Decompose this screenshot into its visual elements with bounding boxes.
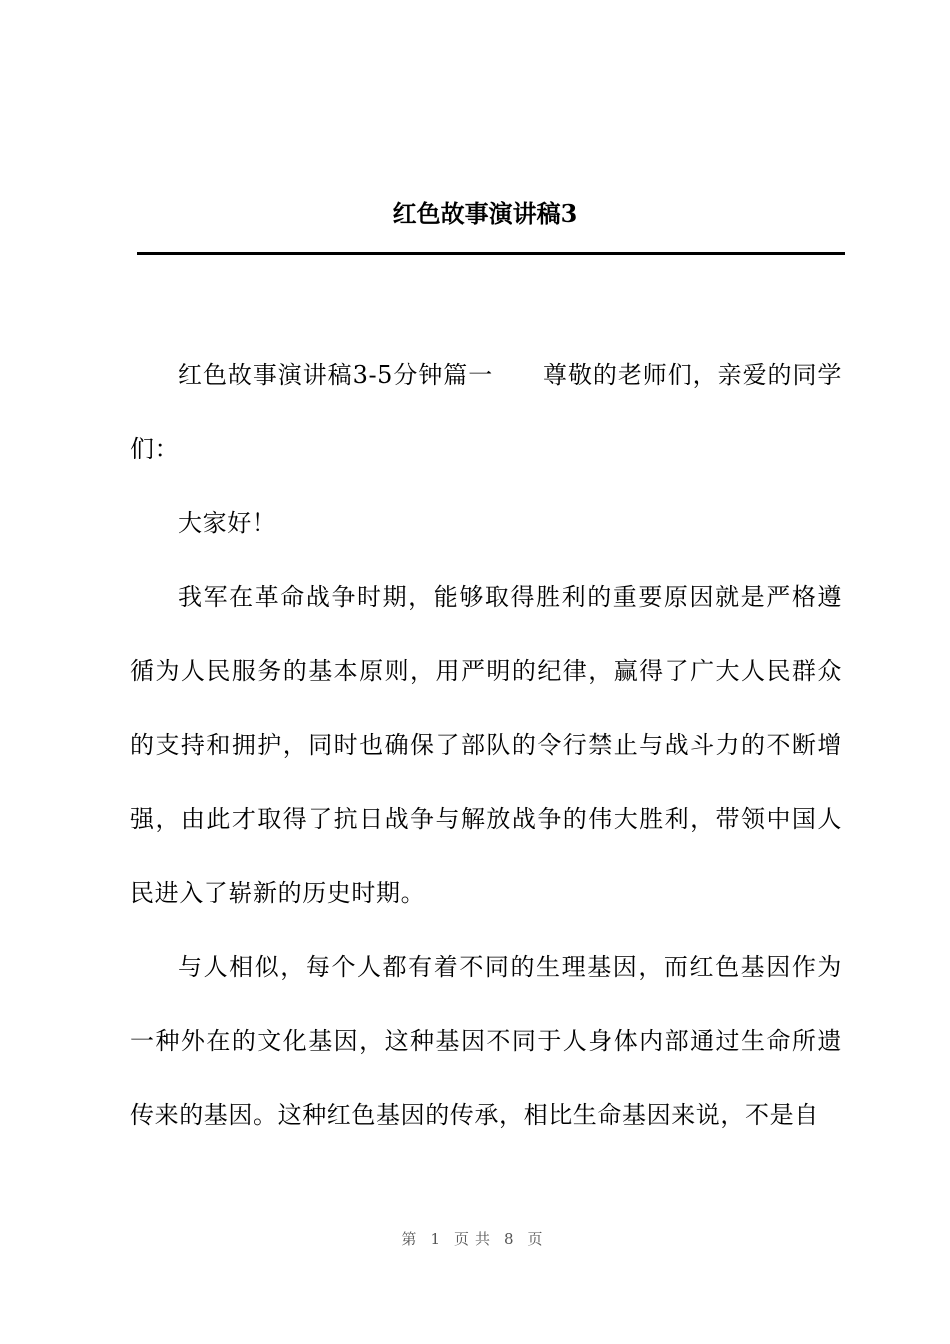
paragraph-1: 红色故事演讲稿3-5分钟篇一 尊敬的老师们，亲爱的同学们： (130, 361, 842, 463)
paragraph-2: 大家好！ (178, 509, 277, 537)
page-footer (0, 1228, 950, 1249)
footer-middle: 页共 (453, 1230, 496, 1248)
paragraph-3: 我军在革命战争时期，能够取得胜利的重要原因就是严格遵循为人民服务的基本原则，用严明的纪律，赢得了广大人民群众的支持和拥护，同时也确保了部队的令行禁止与战斗力的不断增强，由此才取得了抗日战争与解放战争的伟大胜利，带领中国人民进入了崭新的历史时期。 (130, 583, 842, 907)
title-underline (137, 252, 845, 255)
footer-current-page: 1 (430, 1230, 446, 1248)
document-title: 红色故事演讲稿3 (392, 199, 578, 228)
footer-total-pages: 8 (504, 1230, 520, 1248)
footer-prefix: 第 (401, 1230, 423, 1248)
paragraph-4: 与人相似，每个人都有着不同的生理基因，而红色基因作为一种外在的文化基因，这种基因不同于人身体内部通过生命所遗传来的基因。这种红色基因的传承，相比生命基因来说，不是自 (130, 953, 842, 1129)
footer-suffix: 页 (527, 1230, 549, 1248)
document-body (130, 338, 842, 1152)
